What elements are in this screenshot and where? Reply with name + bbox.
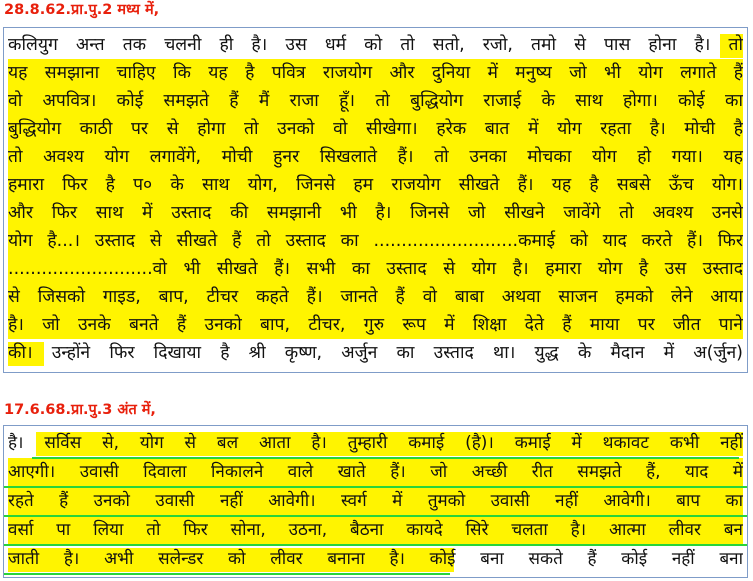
section-heading-1: 28.8.62.प्रा.पु.2 मध्य में, [4,2,160,18]
section-heading-2: 17.6.68.प्रा.पु.3 अंत में, [4,402,156,418]
green-underline [4,486,747,488]
text-line: वो अपवित्र। कोई समझते हैं मैं राजा हूँ। तो बुद्धियोग राजाई के साथ होगा। कोई का [8,87,743,115]
text-line: यह समझाना चाहिए कि यह है पवित्र राजयोग और दुनिया में मनुष्य जो भी योग लगाते हैं [8,59,743,87]
green-underline [32,457,739,459]
text-line: है। सर्विस से, योग से बल आता है। तुम्हारी कमाई (है)। कमाई में थकावट कभी नहीं [8,429,743,457]
text-line: वर्सा पा लिया तो फिर सोना, उठना, बैठना कायदे सिरे चलता है। आत्मा लीवर बन [8,516,743,544]
text-line: से जिसको गाइड, बाप, टीचर कहते हैं। जानते हैं वो बाबा अथवा साजन हमको लेने आया [8,283,743,311]
text-box-2 [3,425,748,578]
text-line: हमारा फिर है प० के साथ योग, जिनसे हम राजयोग सीखते हैं। यह है सबसे ऊँच योग। [8,171,743,199]
green-underline [4,573,450,575]
text-line: ..........................वो भी सीखते हैं। सभी का उस्ताद से योग है। हमारा योग है उस उस्ताद [8,255,743,283]
text-line: है। जो उनके बनते हैं उनको बाप, टीचर, गुरु रूप में शिक्षा देते हैं माया पर जीत पाने [8,311,743,339]
text-line: योग है...। उस्ताद से सीखते हैं तो उस्ताद का ..........................कमाई को याद करते हैं। फिर [8,227,743,255]
green-underline [4,515,747,517]
text-line: की। उन्होंने फिर दिखाया है श्री कृष्ण, अर्जुन का उस्ताद था। युद्ध के मैदान में अ(र्जुन) [8,339,743,367]
text-line: तो अवश्य योग लगावेंगे, मोची हुनर सिखलाते हैं। तो उनका मोचका योग हो गया। यह [8,143,743,171]
green-underline [4,544,747,546]
text-line: बुद्धियोग काठी पर से होगा तो उनको वो सीखेगा। हरेक बात में योग रहता है। मोची है [8,115,743,143]
text-line: कलियुग अन्त तक चलनी ही है। उस धर्म को तो सतो, रजो, तमो से पास होना है। तो [8,31,743,59]
text-line: जाती है। अभी सलेन्डर को लीवर बनाना है। कोई बना सकते हैं कोई नहीं बना [8,545,743,573]
text-line: और फिर साथ में उस्ताद की समझानी भी है। जिनसे जो सीखने जावेंगे तो अवश्य उनसे [8,199,743,227]
text-box-1 [3,27,748,373]
text-line: रहते हैं उनको उवासी नहीं आवेगी। स्वर्ग में तुमको उवासी नहीं आवेगी। बाप का [8,487,743,515]
text-line: आएगी। उवासी दिवाला निकालने वाले खाते हैं। जो अच्छी रीत समझते हैं, याद में [8,458,743,486]
